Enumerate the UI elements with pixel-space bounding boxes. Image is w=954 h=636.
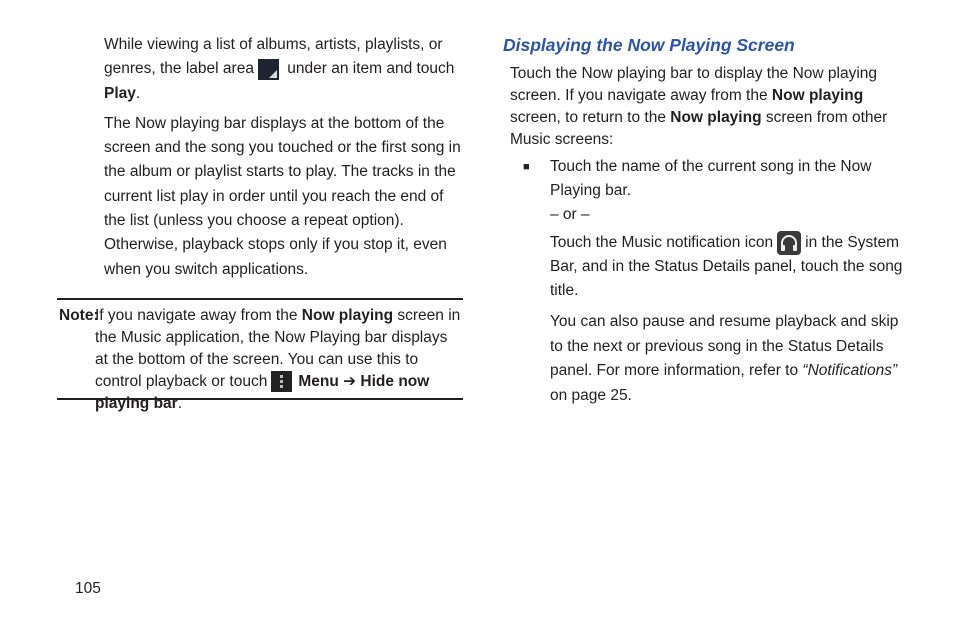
now-playing-term: Now playing bbox=[301, 307, 394, 324]
note-label: Note: bbox=[59, 307, 99, 324]
label-area-icon bbox=[258, 59, 279, 80]
page-number: 105 bbox=[75, 580, 101, 597]
menu-icon bbox=[271, 371, 292, 392]
note-box bbox=[57, 298, 463, 412]
or-separator: – or – bbox=[550, 206, 590, 223]
pause-paragraph: You can also pause and resume playback and skip to the next or previous song in the Status Details panel. For more information, refer to “Notifications” on page 25. bbox=[550, 313, 899, 404]
right-column bbox=[503, 33, 913, 408]
arrow-glyph: ➔ bbox=[343, 373, 357, 390]
bullet-item: ■ Touch the name of the current song in the Now Playing bar. bbox=[550, 155, 913, 203]
notifications-reference[interactable]: “Notifications” bbox=[802, 362, 898, 380]
intro-paragraph: Touch the Now playing bar to display the Now playing screen. If you navigate away from the Now playing screen, to return to the Now playing screen from other Music screens: bbox=[510, 65, 888, 148]
paragraph-label-area: While viewing a list of albums, artists, playlists, or genres, the label area under an item and touch Play. bbox=[104, 36, 455, 102]
play-term: Play bbox=[104, 84, 136, 102]
bullet-square-icon: ■ bbox=[523, 161, 530, 173]
paragraph-now-playing-bar: The Now playing bar displays at the bottom of the screen and the song you touched or the first song in the album or playlist starts to play. The tracks in the current list play in order until you reach the end of the list (unless you choose a repeat option). Otherwise, playback stops only if you stop it, even when you switch applications. bbox=[104, 114, 461, 278]
headphones-icon bbox=[777, 231, 801, 255]
menu-term: Menu bbox=[298, 373, 339, 390]
hide-now-playing-term: Hide now playing bar bbox=[95, 373, 430, 412]
note-text: If you navigate away from the Now playing screen in the Music application, the Now Playing bar displays at the bottom of the screen. You can use this to control playback or touch Menu ➔ Hide now playing bar. bbox=[95, 307, 461, 412]
section-heading: Displaying the Now Playing Screen bbox=[503, 35, 795, 55]
left-column bbox=[104, 33, 464, 288]
notification-paragraph: Touch the Music notification icon in the System Bar, and in the Status Details panel, touch the song title. bbox=[550, 231, 913, 303]
